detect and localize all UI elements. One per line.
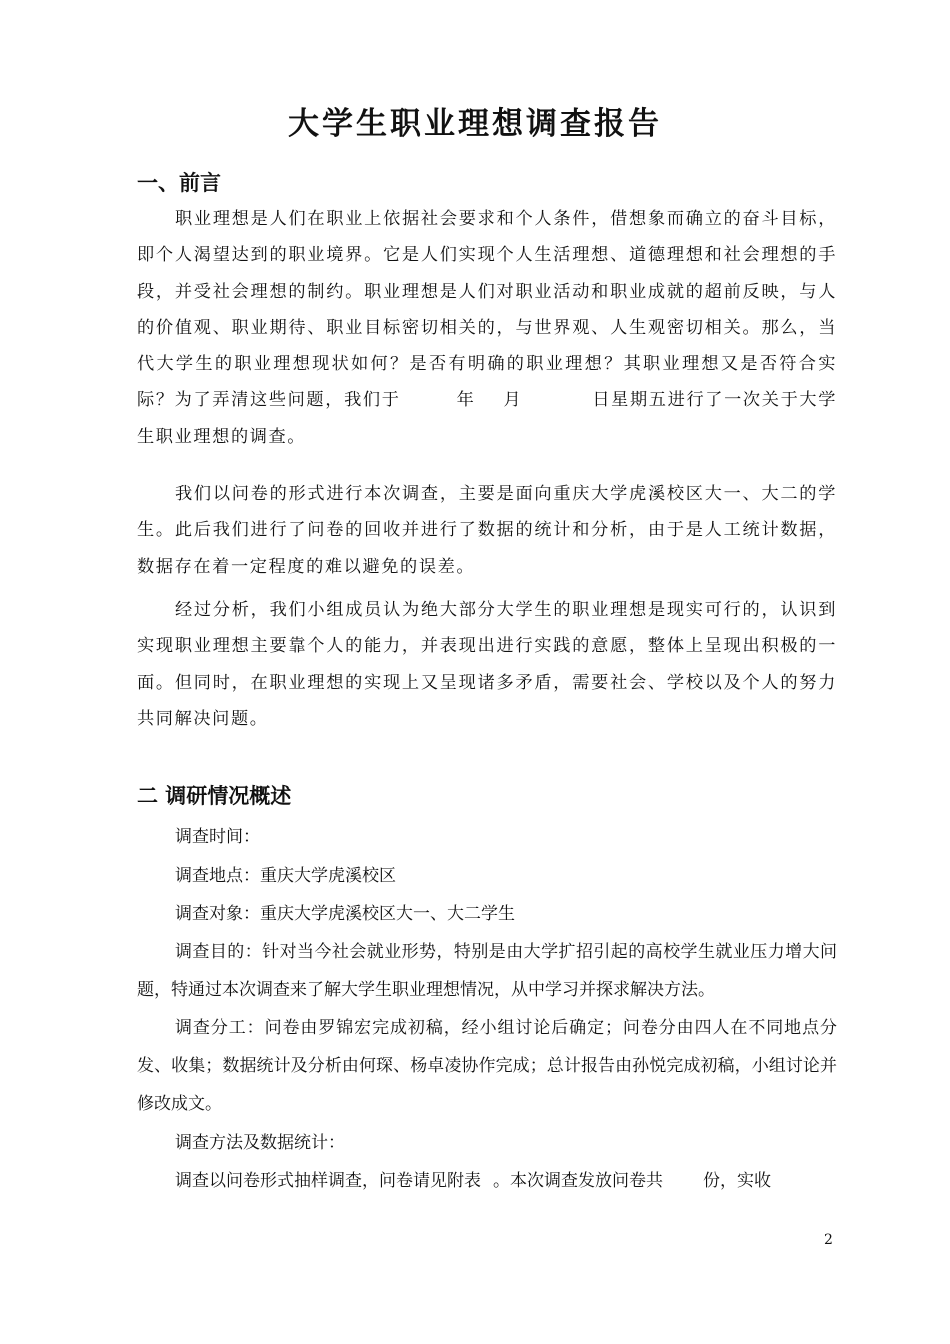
- preface-paragraph-1: [137, 201, 837, 455]
- preface-paragraph-2: 我们以问卷的形式进行本次调查，主要是面向重庆大学虎溪校区大一、大二的学生。此后我们进行了问卷的回收并进行了数据的统计和分析，由于是人工统计数据，数据存在着一定程度的难以避免的误差。: [137, 484, 837, 577]
- date-day-text: 日星期五进行了一次关于大学生职业理想的调查。: [137, 390, 838, 447]
- survey-method-heading: 调查方法及数据统计：: [175, 1133, 345, 1153]
- survey-purpose: 调查目的：针对当今社会就业形势，特别是由大学扩招引起的高校学生就业压力增大问题，特通过本次调查来了解大学生职业理想情况，从中学习并探求解决方法。: [137, 942, 837, 1000]
- survey-method-text: [137, 1162, 837, 1200]
- survey-division-of-work: 调查分工：问卷由罗锦宏完成初稿，经小组讨论后确定；问卷分由四人在不同地点分发、收集；数据统计及分析由何琛、杨卓凌协作完成；总计报告由孙悦完成初稿，小组讨论并修改成文。: [137, 1018, 837, 1114]
- survey-subjects: 调查对象：重庆大学虎溪校区大一、大二学生: [175, 904, 515, 924]
- survey-time: 调查时间：: [175, 827, 260, 847]
- section-heading-survey-overview: 二 调研情况概述: [137, 784, 292, 808]
- date-year-label: 年: [456, 390, 476, 411]
- survey-location: 调查地点：重庆大学虎溪校区: [175, 866, 396, 886]
- survey-method-text-part3: 份，实收: [703, 1171, 771, 1191]
- document-title: 大学生职业理想调查报告: [288, 106, 662, 142]
- section-heading-preface: 一、前言: [137, 171, 221, 195]
- survey-method-text-part2: 。本次调查发放问卷共: [493, 1171, 663, 1191]
- date-month-label: 月: [503, 390, 523, 411]
- preface-paragraph-3: 经过分析，我们小组成员认为绝大部分大学生的职业理想是现实可行的，认识到实现职业理想主要靠个人的能力，并表现出进行实践的意愿，整体上呈现出积极的一面。但同时，在职业理想的实现上又呈现诸多矛盾，需要社会、学校以及个人的努力共同解决问题。: [137, 600, 837, 729]
- survey-method-text-part1: 调查以问卷形式抽样调查，问卷请见附表: [175, 1171, 481, 1191]
- page-number: 2: [824, 1232, 833, 1248]
- preface-paragraph-1-text: 职业理想是人们在职业上依据社会要求和个人条件，借想象而确立的奋斗目标，即个人渴望达到的职业境界。它是人们实现个人生活理想、道德理想和社会理想的手段，并受社会理想的制约。职业理想是人们对职业活动和职业成就的超前反映，与人的价值观、职业期待、职业目标密切相关的，与世界观、人生观密切相关。那么，当代大学生的职业理想现状如何？是否有明确的职业理想？其职业理想又是否符合实际？为了弄清这些问题，我们于: [137, 209, 837, 411]
